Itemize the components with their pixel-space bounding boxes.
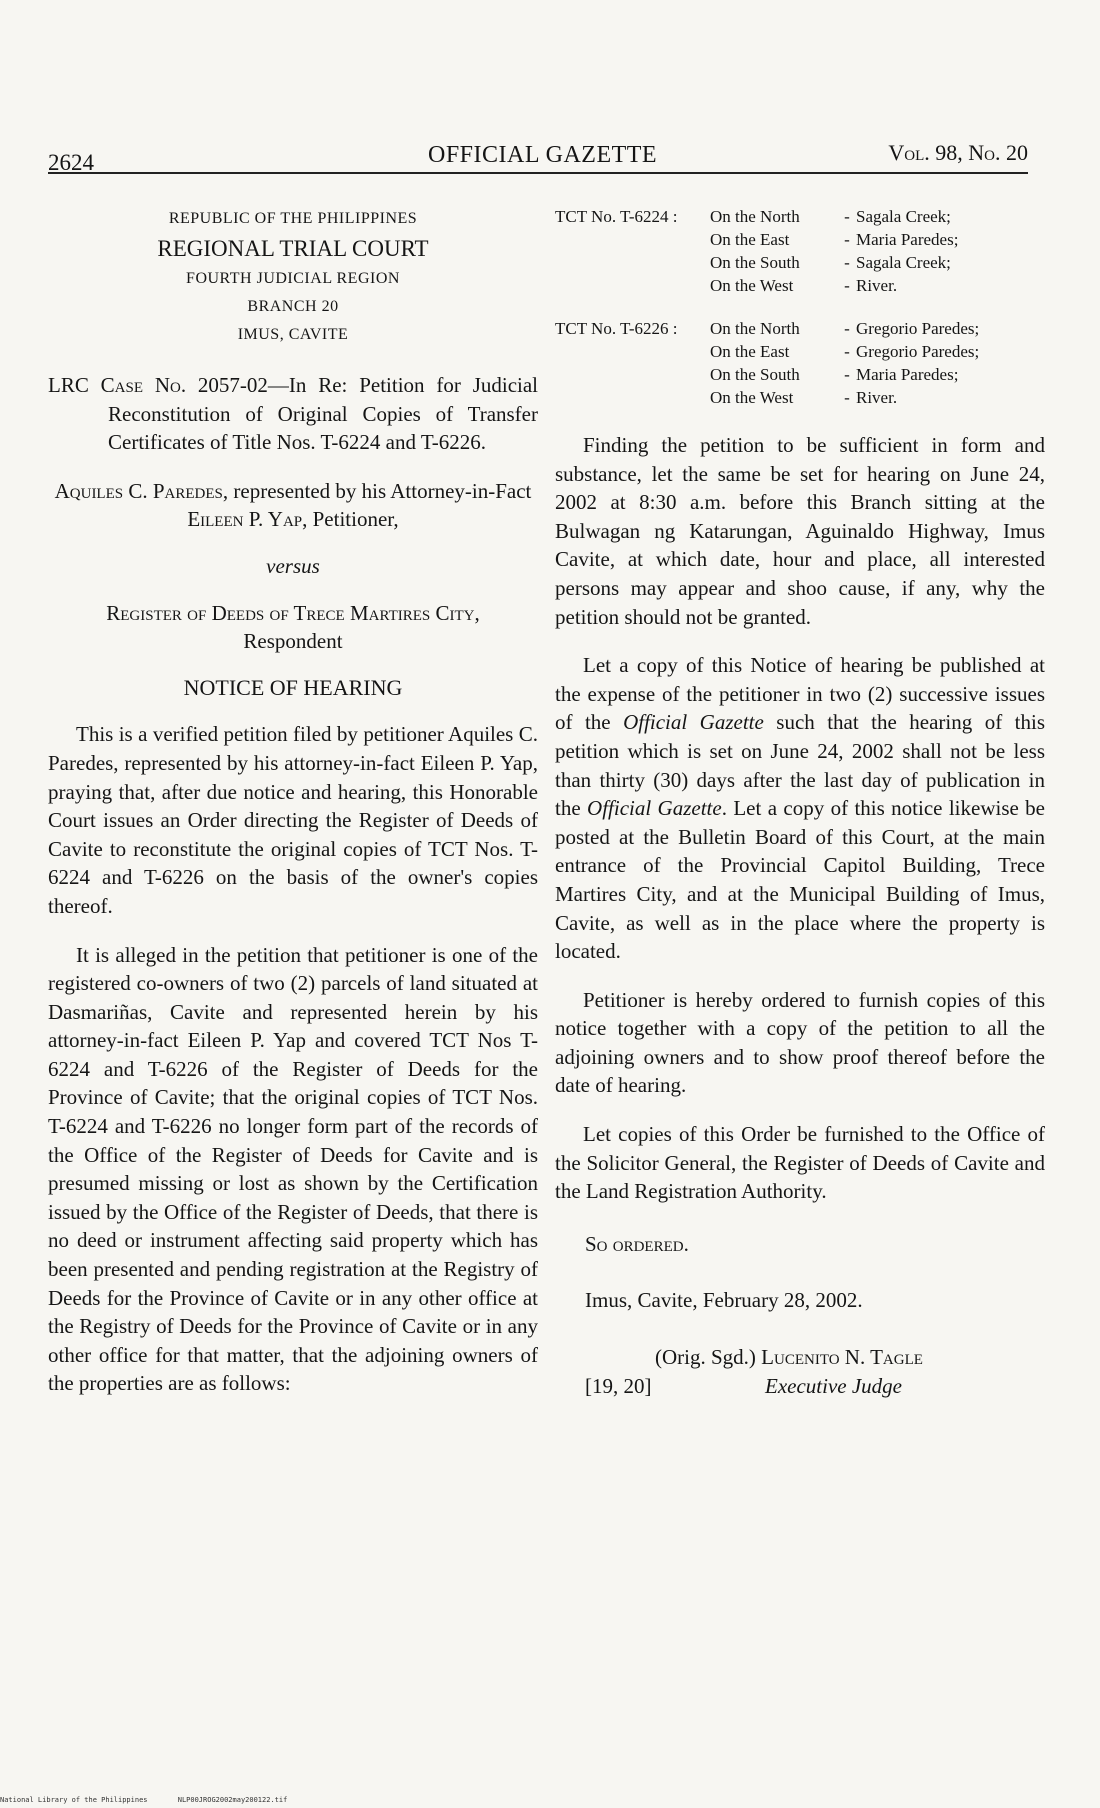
issue-reference: [19, 20]: [585, 1373, 652, 1398]
adjoining-owner: River.: [856, 276, 898, 295]
attorney-name: Eileen P. Yap: [187, 507, 303, 532]
adjoining-owner: Sagala Creek;: [856, 253, 951, 272]
petitioner-role: , Petitioner,: [302, 507, 399, 532]
scan-footer: [0, 1796, 313, 1804]
file-id: NLP00JROG2002may200122.tif: [177, 1796, 288, 1804]
direction: On the North: [710, 207, 800, 226]
case-text: 2057-02—In Re: Petition for Judicial Reconstitution of Original Copies of Transfer Certificates of Title Nos. T-6224 and T-6226.: [108, 373, 539, 455]
judicial-region: FOURTH JUDICIAL REGION: [186, 270, 400, 287]
order-paragraph-4: Let copies of this Order be furnished to the Office of the Solicitor General, the Register of Deeds of Cavite and the Land Registration Authority.: [555, 1122, 1045, 1204]
boundary-row: On the West - River.: [555, 386, 1035, 409]
boundary-row: On the East - Gregorio Paredes;: [555, 340, 1035, 363]
adjoining-owner: Maria Paredes;: [856, 230, 959, 249]
adjoining-owner: Gregorio Paredes;: [856, 342, 980, 361]
court-name: REGIONAL TRIAL COURT: [157, 236, 429, 261]
order-text: such that the hearing of this petition which is set on June 24, 2002 shall not be less than thirty (30) days after the last day of publication in the: [555, 710, 1045, 821]
boundaries-table: [555, 205, 1035, 409]
case-label: LRC Case No.: [48, 373, 187, 397]
court-location: IMUS, CAVITE: [237, 326, 349, 343]
adjoining-owner: Sagala Creek;: [856, 207, 951, 226]
direction: On the South: [710, 253, 800, 272]
direction: On the West: [710, 388, 794, 407]
order-text: Let a copy of this Notice of hearing be published at the expense of the petitioner in two (2) successive issues of the: [555, 653, 1045, 735]
signature-line: [555, 1343, 1045, 1372]
petitioner-block: [48, 477, 538, 534]
tct-label: TCT No. T-6224 :: [555, 207, 678, 226]
boundary-row: On the East - Maria Paredes;: [555, 228, 1035, 251]
direction: On the North: [710, 319, 800, 338]
judge-title: Executive Judge: [765, 1373, 902, 1398]
tct-label: TCT No. T-6226 :: [555, 319, 678, 338]
judge-name: Lucenito N. Tagle: [761, 1345, 923, 1370]
page-header: [48, 132, 1028, 174]
respondent-block: [48, 599, 538, 656]
direction: On the South: [710, 365, 800, 384]
boundary-row: On the South - Maria Paredes;: [555, 363, 1035, 386]
petitioner-name: Aquiles C. Paredes: [54, 478, 223, 503]
boundary-row: On the South - Sagala Creek;: [555, 251, 1035, 274]
branch: BRANCH 20: [247, 298, 339, 315]
order-paragraph-2: [555, 651, 1045, 966]
boundary-row: On the West - River.: [555, 274, 1035, 297]
running-title: OFFICIAL GAZETTE: [428, 142, 658, 168]
court-caption: [48, 205, 538, 349]
order-paragraph-1: Finding the petition to be sufficient in form and substance, let the same be set for hearing on June 24, 2002 at 8:30 a.m. before this Branch sitting at the Bulwagan ng Katarungan, Aguinaldo Highway, Imus Cavite, at which date, hour and place, all interested persons may appear and shoo cause, if any, why the petition should not be granted.: [555, 433, 1045, 629]
petitioner-rep: , represented by his Attorney-in-Fact: [222, 478, 532, 503]
notice-paragraph-2: It is alleged in the petition that petitioner is one of the registered co-owners of two (2) parcels of land situated at Dasmariñas, Cavite and represented herein by his attorney-in-fact Eileen P. Yap and covered TCT Nos T-6224 and T-6226 of the Register of Deeds for the Province of Cavite; that the original copies of TCT Nos. T-6224 and T-6226 no longer form part of the records of the Office of the Register of Deeds for Cavite and is presumed missing or lost as shown by the Certification issued by the Office of the Register of Deeds, that there is no deed or instrument affecting said property which has been presented and pending registration at the Registry of Deeds for the Province of Cavite or in any other office at the Registry of Deeds for the Province of Cavite or in any other office for that matter, that the adjoining owners of the properties are as follows:: [48, 942, 538, 1396]
direction: On the West: [710, 276, 794, 295]
gazette-title: Official Gazette: [587, 796, 722, 821]
notice-paragraph-1: This is a verified petition filed by petitioner Aquiles C. Paredes, represented by his attorney-in-fact Eileen P. Yap, praying that, after due notice and hearing, this Honorable Court issues an Order directing the Register of Deeds of Cavite to reconstitute the original copies of TCT Nos. T-6224 and T-6226 on the basis of the owner's copies thereof.: [48, 722, 538, 918]
right-column: [555, 205, 1045, 1400]
order-paragraph-3: Petitioner is hereby ordered to furnish copies of this notice together with a copy of the petition to all the adjoining owners and to show proof thereof before the date of hearing.: [555, 987, 1045, 1098]
direction: On the East: [710, 342, 790, 361]
boundary-row: TCT No. T-6224 : On the North - Sagala Creek;: [555, 205, 1035, 228]
place-date: Imus, Cavite, February 28, 2002.: [585, 1288, 863, 1313]
library-name: National Library of the Philippines: [0, 1796, 148, 1804]
respondent-name: Register of Deeds of Trece Martires City,: [106, 600, 480, 625]
adjoining-owner: River.: [856, 388, 898, 407]
adjoining-owner: Maria Paredes;: [856, 365, 959, 384]
respondent-role: Respondent: [243, 629, 343, 654]
so-ordered: So ordered.: [585, 1231, 689, 1256]
page-number: 2624: [48, 150, 94, 175]
republic-line: REPUBLIC OF THE PHILIPPINES: [168, 210, 418, 227]
adjoining-owner: Gregorio Paredes;: [856, 319, 980, 338]
direction: On the East: [710, 230, 790, 249]
signature-footer: [555, 1372, 1045, 1401]
case-title: [48, 371, 538, 457]
volume-number: Vol. 98, No. 20: [888, 140, 1028, 165]
gazette-title: Official Gazette: [623, 710, 764, 735]
versus: versus: [266, 553, 320, 578]
boundary-row: TCT No. T-6226 : On the North - Gregorio Paredes;: [555, 317, 1035, 340]
left-column: [48, 205, 538, 1398]
signed-prefix: (Orig. Sgd.): [655, 1345, 762, 1370]
order-text: . Let a copy of this notice likewise be posted at the Bulletin Board of this Court, at the main entrance of the Provincial Capitol Building, Trece Martires City, and at the Municipal Building of Imus, Cavite, as well as in the place where the property is located.: [555, 796, 1046, 964]
notice-title: NOTICE OF HEARING: [183, 674, 403, 700]
